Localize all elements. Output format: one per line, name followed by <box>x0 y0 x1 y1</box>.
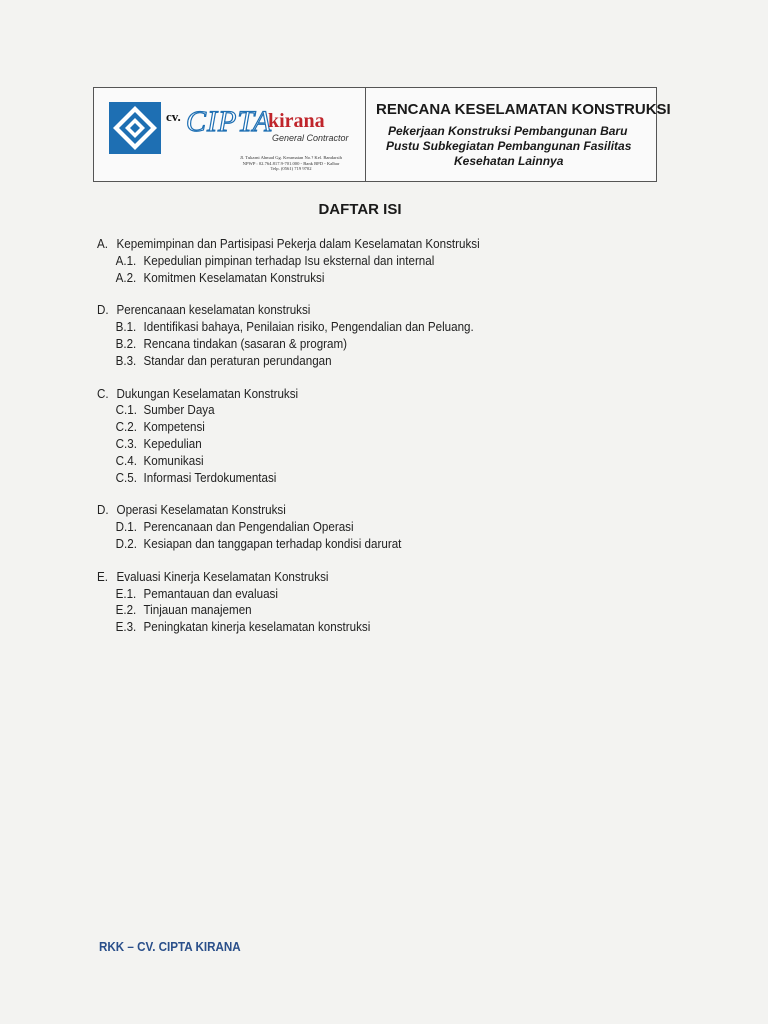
item-code: C.1. <box>115 403 137 418</box>
toc-item <box>97 336 655 353</box>
toc-section <box>97 386 697 487</box>
company-tagline: General Contractor <box>272 133 349 143</box>
toc-item <box>97 470 655 487</box>
toc-section-heading <box>97 386 655 403</box>
document-subtitle <box>366 124 656 169</box>
toc-item <box>97 436 655 453</box>
item-code: C.5. <box>115 470 137 485</box>
header-title-block <box>366 88 671 181</box>
toc-item <box>97 453 655 470</box>
toc-section-heading <box>97 236 655 253</box>
item-code: A.2. <box>115 270 137 285</box>
company-brand-accent: kirana <box>268 110 325 132</box>
toc-section <box>97 236 697 286</box>
section-letter: D. <box>97 303 109 318</box>
section-title: Evaluasi Kinerja Keselamatan Konstruksi <box>116 569 329 584</box>
item-code: E.3. <box>115 620 137 635</box>
toc-heading: DAFTAR ISI <box>318 201 402 218</box>
item-text: Kepedulian <box>143 436 202 451</box>
item-text: Tinjauan manajemen <box>143 603 252 618</box>
section-letter: C. <box>97 386 109 401</box>
toc-section <box>97 569 697 636</box>
item-code: C.3. <box>115 436 137 451</box>
item-code: A.1. <box>115 253 137 268</box>
item-code: B.1. <box>115 320 137 335</box>
company-address <box>221 155 361 172</box>
company-brand-name: CIPTA <box>186 105 273 138</box>
address-line: Jl. Tukarni Ahmad Gg. Keramaian No.? Kel. Bandarsih <box>240 155 342 160</box>
table-of-contents <box>97 236 697 652</box>
toc-section-heading <box>97 502 655 519</box>
toc-item <box>97 270 655 287</box>
item-text: Kepedulian pimpinan terhadap Isu eksternal dan internal <box>143 253 435 268</box>
toc-item <box>97 619 655 636</box>
toc-item <box>97 253 655 270</box>
company-logo-block <box>94 88 365 181</box>
subtitle-line: Pustu Subkegiatan Pembangunan Fasilitas <box>386 139 632 153</box>
item-code: B.2. <box>115 336 137 351</box>
subtitle-line: Kesehatan Lainnya <box>454 154 564 168</box>
item-code: D.2. <box>115 536 137 551</box>
item-code: C.4. <box>115 453 137 468</box>
address-line: NPWP : 02.764.817.9-701.000 - Bank BPD - Kalbar <box>242 160 340 166</box>
item-text: Komunikasi <box>143 453 204 468</box>
toc-section <box>97 502 697 552</box>
toc-item <box>97 353 655 370</box>
toc-item <box>97 602 655 619</box>
item-text: Kesiapan dan tanggapan terhadap kondisi darurat <box>143 536 402 551</box>
subtitle-line: Pekerjaan Konstruksi Pembangunan Baru <box>388 124 628 138</box>
toc-item <box>97 319 655 336</box>
item-text: Informasi Terdokumentasi <box>143 470 277 485</box>
document-title: RENCANA KESELAMATAN KONSTRUKSI <box>376 101 671 118</box>
section-letter: E. <box>97 569 108 584</box>
item-code: E.2. <box>115 603 137 618</box>
item-text: Kompetensi <box>143 420 205 435</box>
company-cv-label: cv. <box>166 109 181 124</box>
item-text: Peningkatan kinerja keselamatan konstruksi <box>143 620 371 635</box>
diamond-logo-icon <box>109 102 161 154</box>
address-line: Telp. (0561) 719 9702 <box>270 166 312 172</box>
document-header <box>93 87 671 182</box>
item-text: Standar dan peraturan perundangan <box>143 353 332 368</box>
toc-item <box>97 586 655 603</box>
section-letter: D. <box>97 503 109 518</box>
section-letter: A. <box>97 237 108 251</box>
item-code: C.2. <box>115 420 137 435</box>
toc-section-heading <box>97 302 655 319</box>
page-footer: RKK – CV. CIPTA KIRANA <box>99 940 241 954</box>
toc-item <box>97 402 655 419</box>
item-text: Pemantauan dan evaluasi <box>143 586 278 601</box>
section-title: Operasi Keselamatan Konstruksi <box>116 503 286 518</box>
item-text: Rencana tindakan (sasaran & program) <box>143 336 348 351</box>
item-text: Sumber Daya <box>143 403 215 418</box>
section-title: Dukungan Keselamatan Konstruksi <box>116 386 299 401</box>
toc-item <box>97 536 655 553</box>
item-text: Identifikasi bahaya, Penilaian risiko, Pengendalian dan Peluang. <box>143 320 474 335</box>
toc-section <box>97 302 697 369</box>
toc-item <box>97 419 655 436</box>
item-code: B.3. <box>115 353 137 368</box>
item-text: Perencanaan dan Pengendalian Operasi <box>143 520 354 535</box>
item-code: D.1. <box>115 520 137 535</box>
toc-item <box>97 519 655 536</box>
item-code: E.1. <box>115 586 137 601</box>
section-title: Perencanaan keselamatan konstruksi <box>116 303 311 318</box>
section-title: Kepemimpinan dan Partisipasi Pekerja dalam Keselamatan Konstruksi <box>116 237 480 251</box>
item-text: Komitmen Keselamatan Konstruksi <box>143 270 325 285</box>
toc-section-heading <box>97 569 655 586</box>
